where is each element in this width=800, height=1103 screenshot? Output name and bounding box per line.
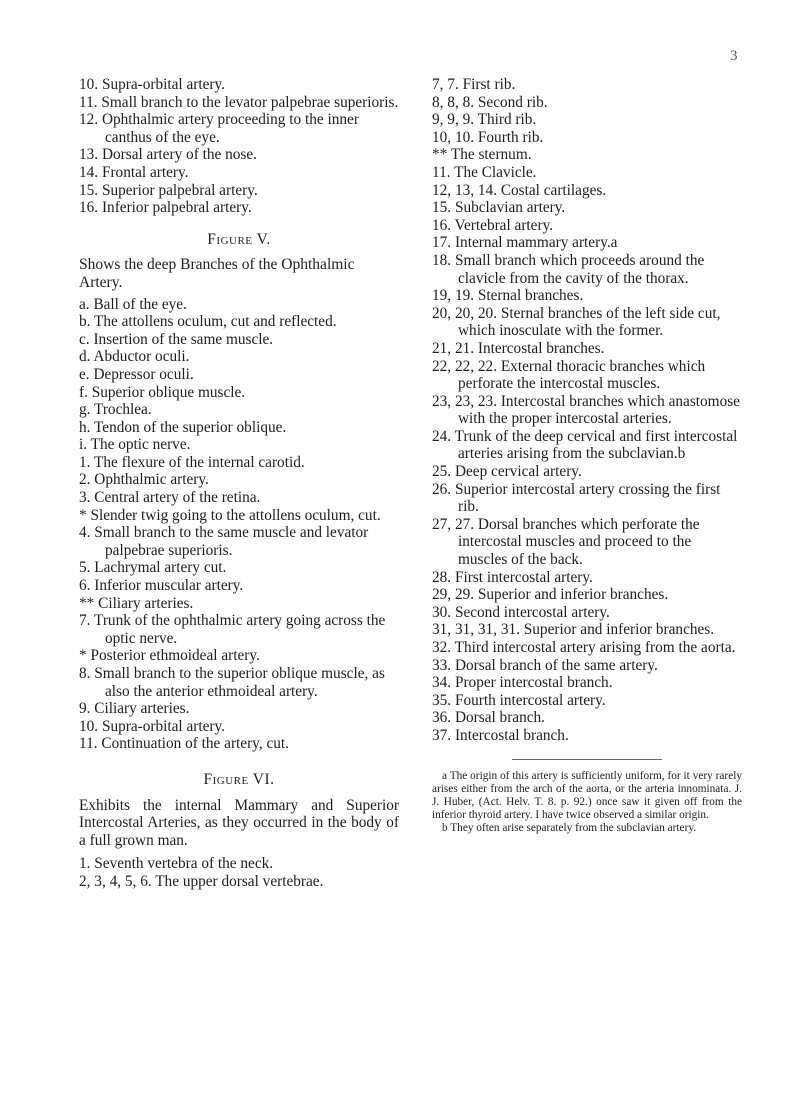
list-item: 10, 10. Fourth rib. <box>432 128 544 146</box>
list-item: 29, 29. Superior and inferior branches. <box>432 586 669 604</box>
list-item: 1. Seventh vertebra of the neck. <box>79 855 274 873</box>
list-item: 19, 19. Sternal branches. <box>432 287 584 305</box>
list-item: 17. Internal mammary artery.a <box>432 234 618 252</box>
list-item: 8, 8, 8. Second rib. <box>432 93 548 111</box>
item-list-top <box>79 76 399 217</box>
list-item: 33. Dorsal branch of the same artery. <box>432 656 658 674</box>
list-item: 16. Inferior palpebral artery. <box>79 199 252 217</box>
list-item: 26. Superior intercostal artery crossing the first rib. <box>432 480 721 516</box>
list-item: e. Depressor oculi. <box>79 365 194 383</box>
list-item: 8. Small branch to the superior oblique muscle, as also the anterior ethmoideal artery. <box>79 665 385 700</box>
list-item: * Slender twig going to the attollens oculum, cut. <box>79 506 381 524</box>
list-item: 11. Small branch to the levator palpebrae superioris. <box>79 93 399 111</box>
list-item: 37. Intercostal branch. <box>432 726 569 744</box>
list-item: g. Trochlea. <box>79 401 152 419</box>
figure-6-intro: Exhibits the internal Mammary and Superior Intercostal Arteries, as they occurred in the body of a full grown man. <box>79 796 399 849</box>
list-item: 23, 23, 23. Intercostal branches which anastomose with the proper intercostal arteries. <box>432 392 740 428</box>
footnote-divider <box>512 759 662 760</box>
list-item: 7. Trunk of the ophthalmic artery going across the optic nerve. <box>79 612 386 647</box>
list-item: 13. Dorsal artery of the nose. <box>79 146 257 164</box>
list-item: 2, 3, 4, 5, 6. The upper dorsal vertebrae. <box>79 872 324 890</box>
list-item: 20, 20, 20. Sternal branches of the left side cut, which inosculate with the former. <box>432 304 721 340</box>
list-item: 30. Second intercostal artery. <box>432 603 610 621</box>
list-item: 34. Proper intercostal branch. <box>432 674 613 692</box>
figure-5-items <box>79 296 399 753</box>
footnote: a The origin of this artery is sufficiently uniform, for it very rarely arises either from the arch of the aorta, or the arteria innominata. J. J. Huber, (Act. Helv. T. 8. p. 92.) once saw it given off from the inferior thyroid artery. I have twice observed a similar origin. <box>432 769 742 822</box>
list-item: 5. Lachrymal artery cut. <box>79 559 227 577</box>
list-item: ** Ciliary arteries. <box>79 594 194 612</box>
figure-6-items <box>79 855 399 890</box>
list-item: i. The optic nerve. <box>79 436 191 454</box>
list-item: 15. Subclavian artery. <box>432 199 566 217</box>
list-item: 25. Deep cervical artery. <box>432 463 582 481</box>
list-item: 16. Vertebral artery. <box>432 216 554 234</box>
list-item: 11. Continuation of the artery, cut. <box>79 735 289 753</box>
footnote: b They often arise separately from the subclavian artery. <box>442 822 697 835</box>
list-item: 14. Frontal artery. <box>79 163 189 181</box>
list-item: 2. Ophthalmic artery. <box>79 471 209 489</box>
list-item: 18. Small branch which proceeds around the clavicle from the cavity of the thorax. <box>432 251 705 287</box>
page-number: 3 <box>730 48 738 64</box>
list-item: c. Insertion of the same muscle. <box>79 330 274 348</box>
list-item: 10. Supra-orbital artery. <box>79 717 225 735</box>
list-item: 11. The Clavicle. <box>432 163 537 181</box>
list-item: 4. Small branch to the same muscle and levator palpebrae superioris. <box>79 524 369 559</box>
list-item: 9. Ciliary arteries. <box>79 700 190 718</box>
list-item: 3. Central artery of the retina. <box>79 489 261 507</box>
list-item: 36. Dorsal branch. <box>432 709 545 727</box>
list-item: 7, 7. First rib. <box>432 76 516 93</box>
list-item: 31, 31, 31, 31. Superior and inferior branches. <box>432 621 715 639</box>
list-item: 35. Fourth intercostal artery. <box>432 691 606 709</box>
list-item: 22, 22, 22. External thoracic branches which perforate the intercostal muscles. <box>432 357 706 393</box>
list-item: ** The sternum. <box>432 146 532 164</box>
list-item: 15. Superior palpebral artery. <box>79 181 258 199</box>
list-item: 10. Supra-orbital artery. <box>79 76 225 93</box>
right-column <box>432 76 742 836</box>
list-item: 12. Ophthalmic artery proceeding to the inner canthus of the eye. <box>79 111 359 146</box>
list-item: 9, 9, 9. Third rib. <box>432 111 537 129</box>
list-item: * Posterior ethmoideal artery. <box>79 647 260 665</box>
list-item: 27, 27. Dorsal branches which perforate the intercostal muscles and proceed to the muscles of the back. <box>432 515 700 569</box>
left-column <box>79 76 399 891</box>
list-item: h. Tendon of the superior oblique. <box>79 418 287 436</box>
list-item: 28. First intercostal artery. <box>432 568 593 586</box>
list-item: d. Abductor oculi. <box>79 348 190 366</box>
list-item: 32. Third intercostal artery arising from the aorta. <box>432 639 736 656</box>
list-item: 6. Inferior muscular artery. <box>79 577 244 595</box>
figure-6-heading: Figure VI. <box>203 770 275 788</box>
list-item: 1. The flexure of the internal carotid. <box>79 453 305 471</box>
list-item: 24. Trunk of the deep cervical and first intercostal arteries arising from the subclavian.b <box>432 427 738 463</box>
footnotes <box>432 770 742 836</box>
rib-item-list <box>432 76 742 745</box>
list-item: b. The attollens oculum, cut and reflected. <box>79 313 337 331</box>
figure-5-heading: Figure V. <box>207 230 271 248</box>
figure-5-intro: Shows the deep Branches of the Ophthalmic Artery. <box>79 256 355 291</box>
list-item: a. Ball of the eye. <box>79 295 187 313</box>
list-item: f. Superior oblique muscle. <box>79 383 246 401</box>
list-item: 12, 13, 14. Costal cartilages. <box>432 181 607 199</box>
list-item: 21, 21. Intercostal branches. <box>432 339 605 357</box>
